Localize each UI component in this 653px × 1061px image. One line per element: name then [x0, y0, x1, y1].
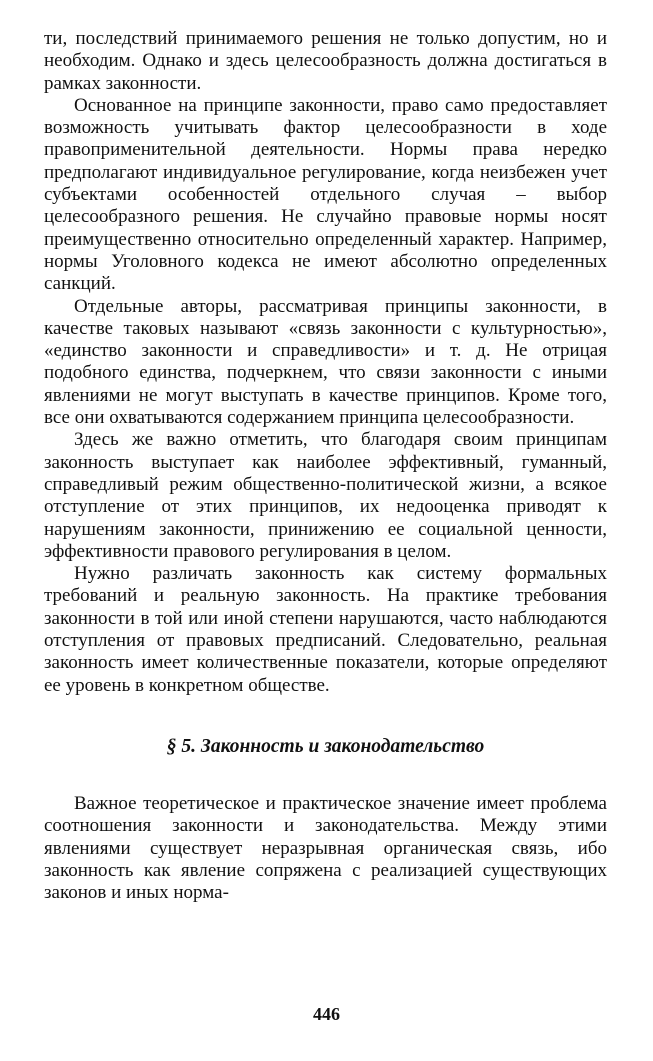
page-body	[44, 28, 607, 904]
paragraph-authors-principles: Отдельные авторы, рассматривая принципы законности, в качестве таковых называют «связь законности с культурностью», «единство законности и справедливости» и т. д. Не отрицая подобного единства, подчеркнем, что связи законности с иными явлениями не могут выступать в качестве принципов. Кроме того, все они охватываются содержанием принципа целесообразности.	[44, 295, 607, 429]
paragraph-continuation: ти, последствий принимаемого решения не только допустим, но и необходим. Однако и здесь целесообразность должна достигаться в рамках законности.	[44, 28, 607, 94]
paragraph-legality-regime: Здесь же важно отметить, что благодаря своим принципам законность выступает как наиболее эффективный, гуманный, справедливый режим общественно-политической жизни, а всякое отступление от этих принципов, их недооценка приводят к нарушениям законности, принижению ее социальной ценности, эффективности правового регулирования в целом.	[44, 429, 607, 562]
paragraph-expediency: Основанное на принципе законности, право само предоставляет возможность учитывать фактор целесообразности в ходе правоприменительной деятельности. Нормы права нередко предполагают индивидуальное регулирование, когда неизбежен учет субъектами особенностей отдельного случая – выбор целесообразного решения. Не случайно правовые нормы носят преимущественно относительно определенный характер. Например, нормы Уголовного кодекса не имеют абсолютно определенных санкций.	[44, 94, 607, 295]
section-title: § 5. Законность и законодательство	[166, 735, 485, 757]
paragraph-real-legality: Нужно различать законность как систему формальных требований и реальную законность. На практике требования законности в той или иной степени нарушаются, часто наблюдаются отступления от правовых предписаний. Следовательно, реальная законность имеет количественные показатели, которые определяют ее уровень в конкретном обществе.	[44, 563, 607, 696]
page-number: 446	[313, 1004, 340, 1024]
paragraph-legislation: Важное теоретическое и практическое значение имеет проблема соотношения законности и законодательства. Между этими явлениями существует неразрывная органическая связь, ибо законность как явление сопряжена с реализацией существующих законов и иных норма-	[44, 792, 607, 904]
